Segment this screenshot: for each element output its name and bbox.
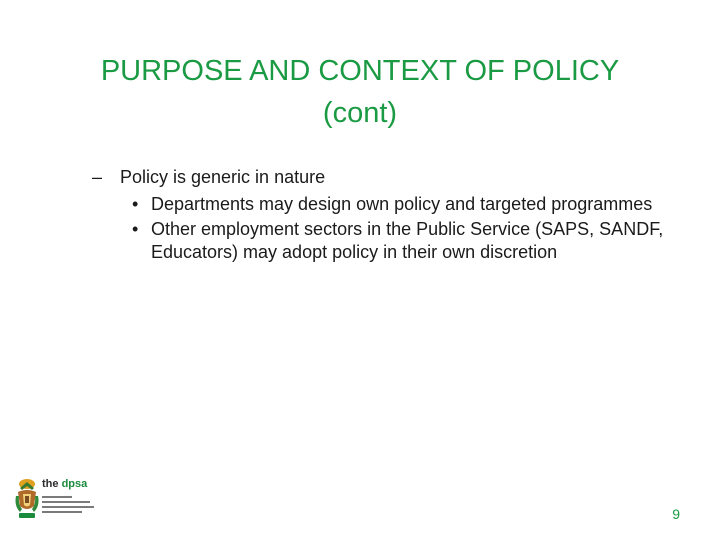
page-number: 9 xyxy=(672,506,680,522)
brand-name: dpsa xyxy=(61,478,88,490)
logo-caption-graphic xyxy=(42,494,94,520)
bullet-marker: • xyxy=(132,194,139,214)
sub-list-item xyxy=(92,193,672,216)
dash-marker: – xyxy=(92,167,103,187)
dpsa-logo xyxy=(14,476,94,522)
title-line-1: PURPOSE AND CONTEXT OF POLICY xyxy=(100,55,620,87)
coat-of-arms-icon xyxy=(14,476,40,520)
slide-title xyxy=(40,50,680,134)
list-item-text: Policy is generic in nature xyxy=(120,167,326,187)
sub-list-item-text: Other employment sectors in the Public Service (SAPS, SANDF, Educators) may adopt policy in their own discretion xyxy=(151,219,664,262)
sub-list-item xyxy=(92,218,672,264)
sub-list-item-text: Departments may design own policy and targeted programmes xyxy=(151,194,653,214)
list-item xyxy=(92,166,672,189)
title-line-2: (cont) xyxy=(322,97,398,129)
slide-body xyxy=(92,166,672,264)
bullet-marker: • xyxy=(132,219,139,239)
brand-prefix: the xyxy=(42,478,62,490)
brand-wordmark xyxy=(42,478,87,490)
